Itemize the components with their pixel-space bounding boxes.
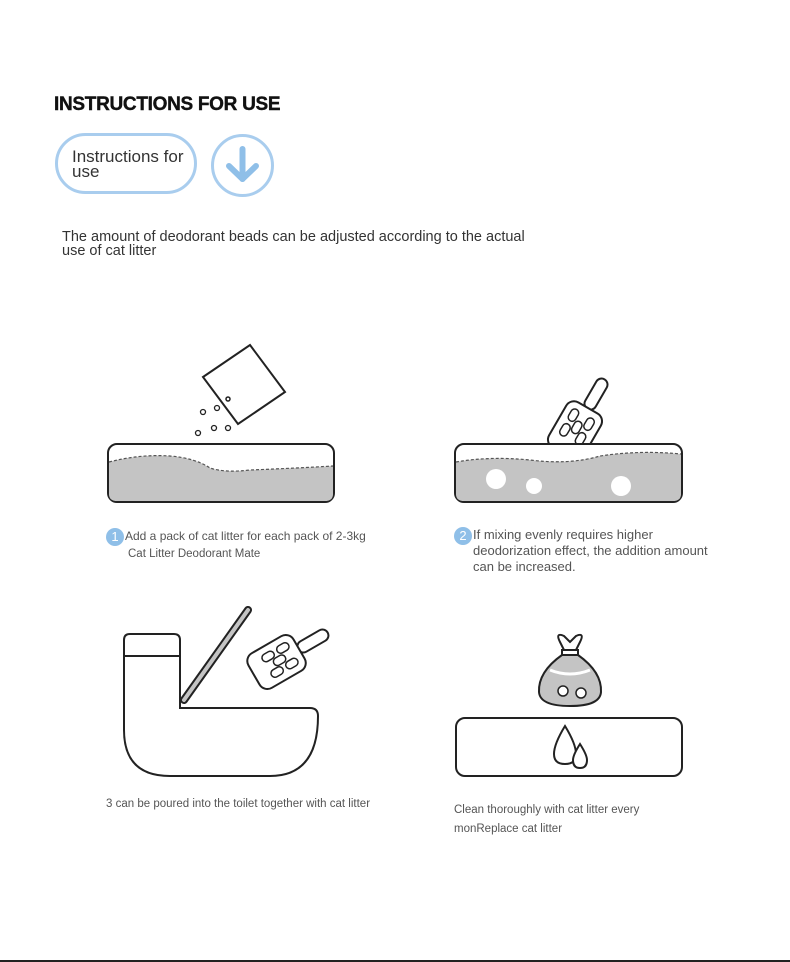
pole-icon: [184, 610, 248, 700]
step-4-caption: [454, 801, 714, 839]
litter-tray-icon: [455, 444, 682, 502]
step-4-line1: Clean thoroughly with cat litter every: [454, 804, 640, 816]
pour-litter-illustration: [100, 340, 350, 510]
scoop-icon: [244, 615, 338, 692]
step-1-line2: Cat Litter Deodorant Mate: [128, 548, 261, 560]
step-3-caption: 3 can be poured into the toilet together with cat litter: [106, 798, 371, 810]
clean-tray-illustration: [450, 630, 690, 780]
litter-tray-icon: [108, 444, 334, 502]
step-4-line2-prefix: mon: [454, 823, 477, 835]
step-number-badge: 2: [454, 527, 472, 545]
garbage-bag-icon: [539, 635, 601, 706]
step-number-badge: 1: [106, 528, 124, 546]
toilet-illustration: [120, 600, 360, 785]
page-title: INSTRUCTIONS FOR USE: [54, 94, 281, 115]
instructions-pill: [55, 133, 197, 194]
litter-bag-icon: [203, 345, 285, 424]
step-1-caption: [106, 528, 426, 562]
step-1-line1: Add a pack of cat litter for each pack of 2-3kg: [125, 529, 366, 544]
arrow-down-icon: [211, 134, 274, 197]
step-2-text: If mixing evenly requires higher deodorization effect, the addition amount can be increased.: [473, 527, 708, 574]
mix-litter-illustration: [450, 370, 690, 510]
intro-text: The amount of deodorant beads can be adjusted according to the actual use of cat litter: [62, 229, 525, 259]
step-2-caption: [454, 527, 734, 575]
step-4-line2: Replace cat litter: [476, 823, 563, 835]
pill-label: Instructions for use: [72, 147, 184, 181]
